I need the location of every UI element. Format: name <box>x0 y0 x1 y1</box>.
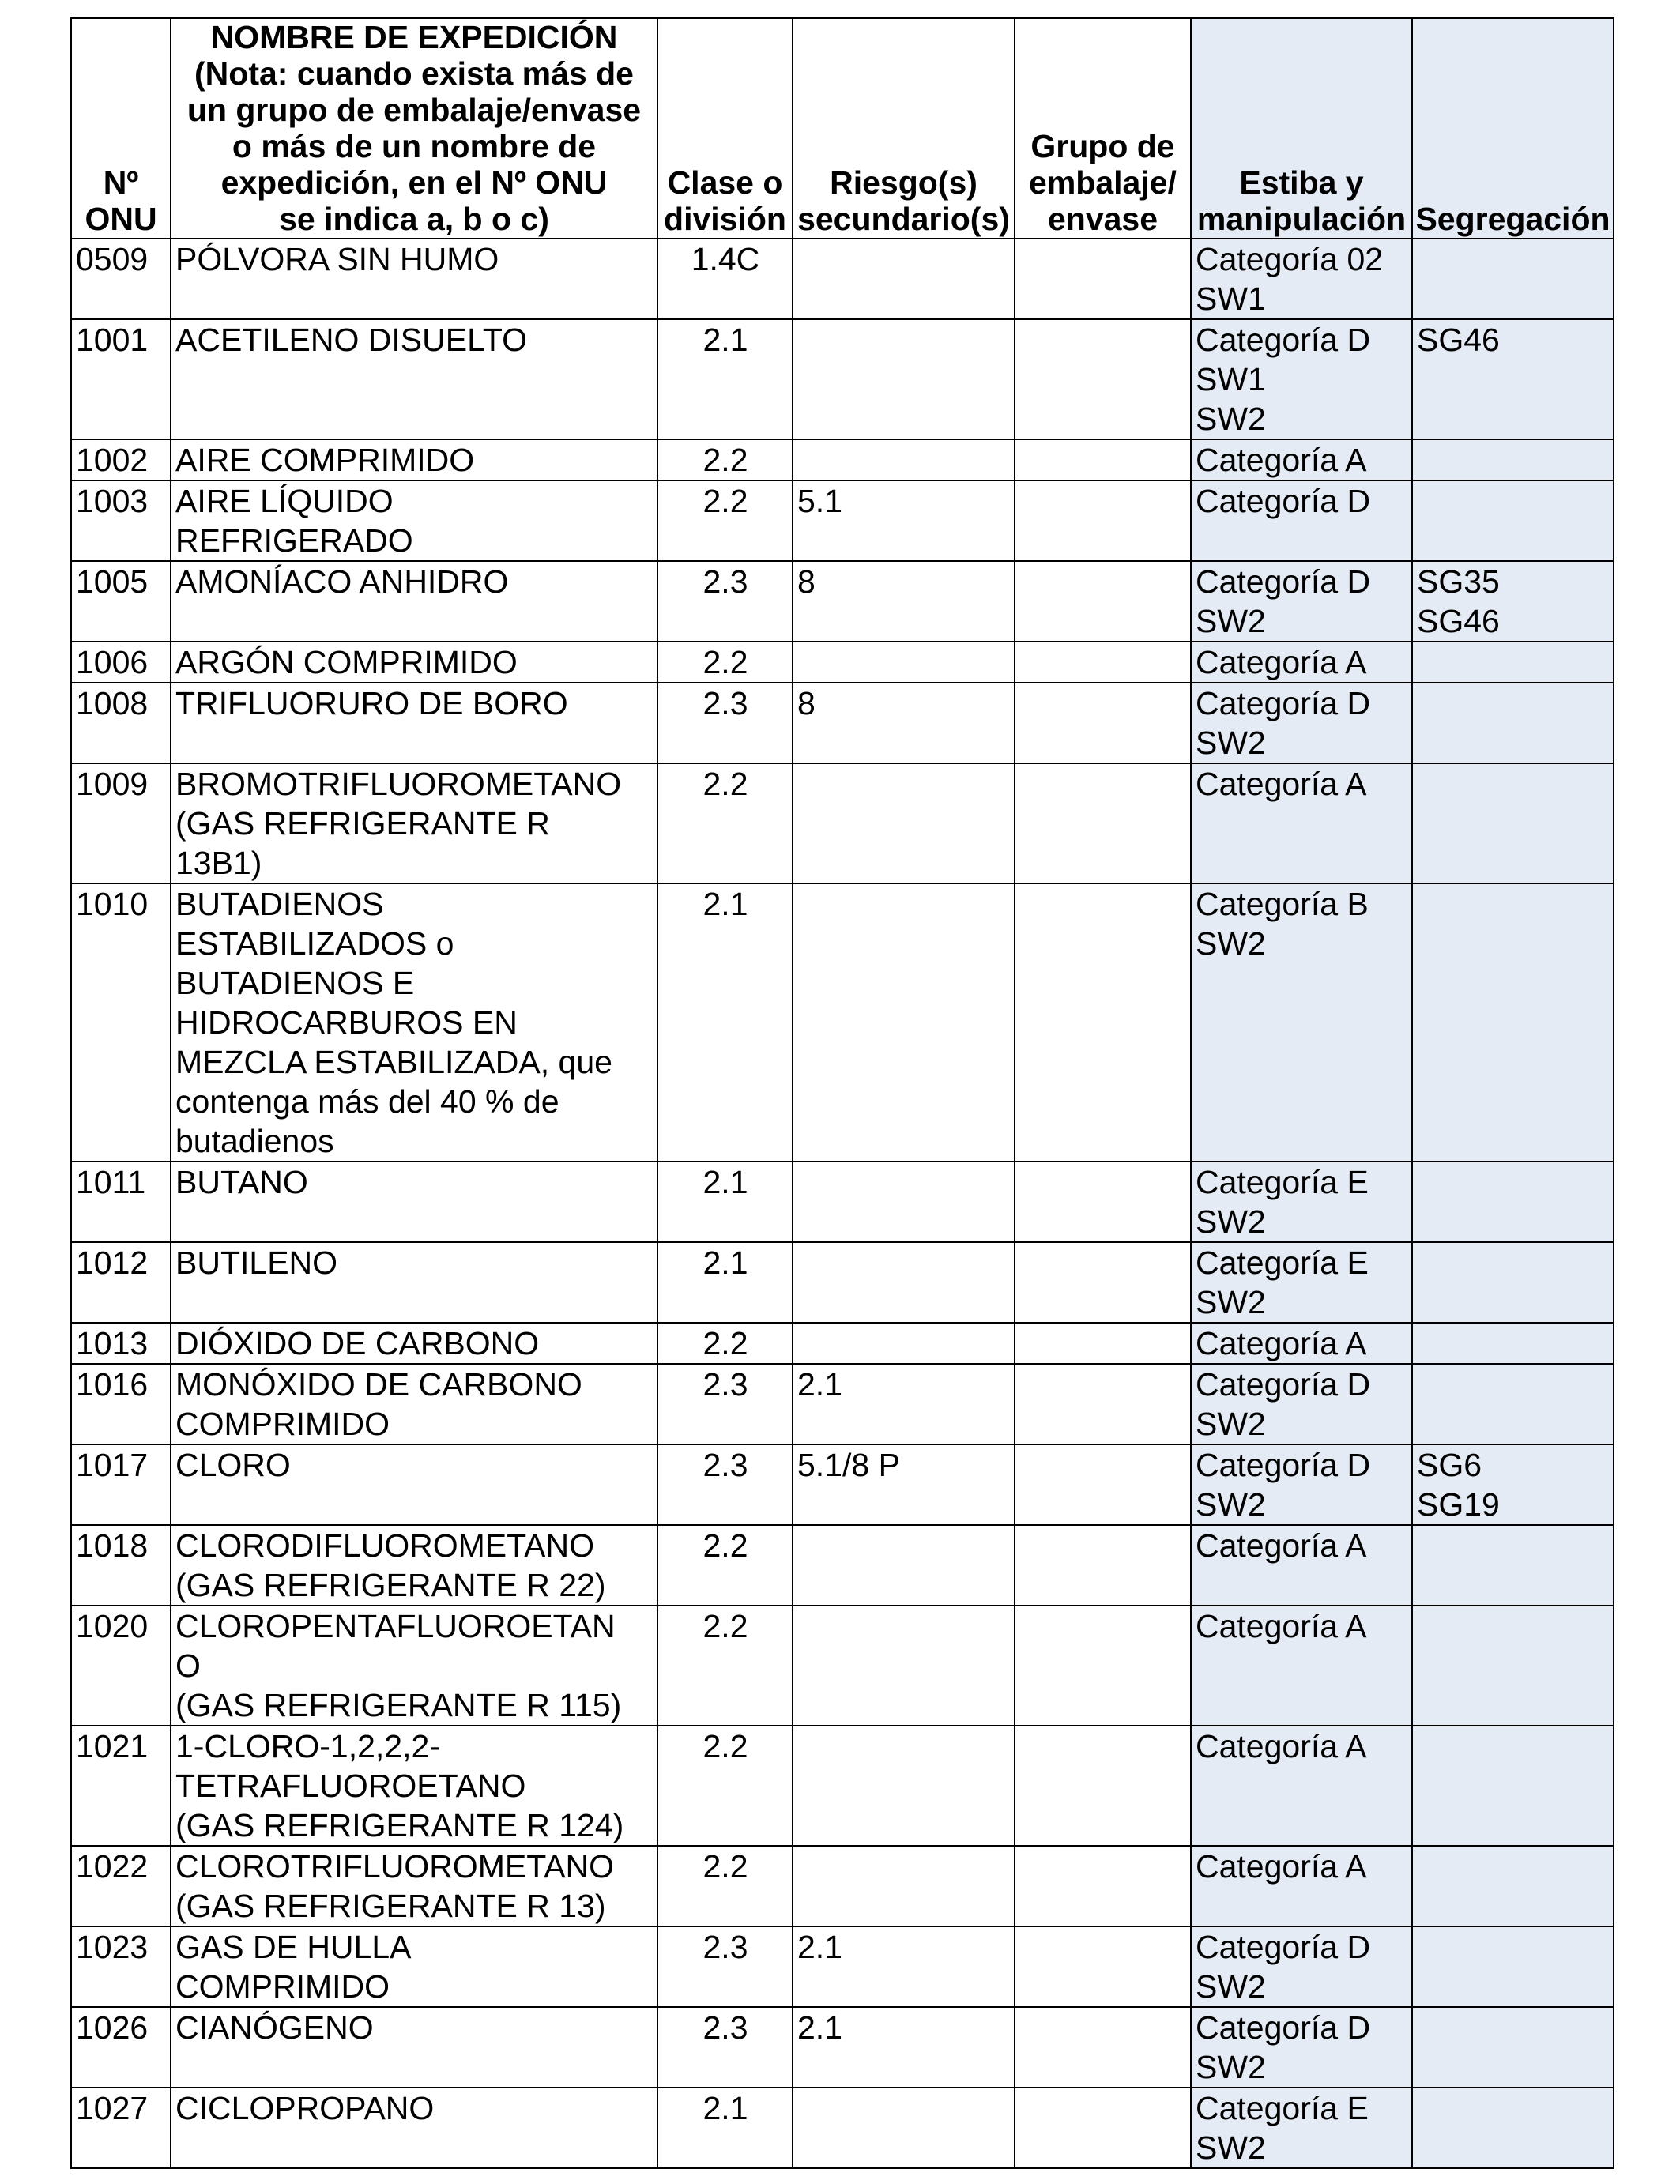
cell-shipping-name <box>171 1525 657 1606</box>
cell-class: 1.4C <box>657 239 793 319</box>
cell-secondary-risk-line: 2.1 <box>797 1929 842 1965</box>
header-packing-group <box>1015 18 1191 239</box>
cell-packing-group <box>1015 480 1191 561</box>
table-header <box>71 18 1614 239</box>
cell-packing-group <box>1015 1242 1191 1323</box>
cell-segregation <box>1412 439 1614 480</box>
cell-shipping-name-line: contenga más del 40 % de <box>175 1083 559 1120</box>
cell-shipping-name-line: CICLOPROPANO <box>175 2090 435 2126</box>
cell-secondary-risk-line: 2.1 <box>797 2009 842 2046</box>
cell-shipping-name-line: CLORODIFLUOROMETANO <box>175 1527 594 1564</box>
cell-shipping-name <box>171 683 657 763</box>
cell-class: 2.3 <box>657 1926 793 2007</box>
cell-shipping-name-line: CLORO <box>175 1447 291 1483</box>
cell-stowage <box>1191 1162 1412 1242</box>
cell-packing-group <box>1015 1162 1191 1242</box>
cell-shipping-name <box>171 1926 657 2007</box>
cell-shipping-name-line: TETRAFLUOROETANO <box>175 1768 526 1804</box>
cell-stowage-line: Categoría D <box>1196 322 1371 358</box>
cell-packing-group <box>1015 319 1191 439</box>
cell-class: 2.2 <box>657 1846 793 1926</box>
cell-shipping-name-line: BUTADIENOS E <box>175 965 415 1001</box>
cell-secondary-risk <box>793 642 1015 683</box>
cell-stowage-line: SW2 <box>1196 603 1266 639</box>
cell-shipping-name-line: (GAS REFRIGERANTE R <box>175 805 550 842</box>
header-line: se indica a, b o c) <box>279 201 549 237</box>
header-class <box>657 18 793 239</box>
cell-onu: 1026 <box>71 2007 171 2088</box>
cell-segregation <box>1412 1162 1614 1242</box>
cell-stowage-line: Categoría D <box>1196 1366 1371 1403</box>
cell-segregation <box>1412 763 1614 883</box>
cell-onu: 1002 <box>71 439 171 480</box>
cell-onu: 1012 <box>71 1242 171 1323</box>
cell-stowage-line: Categoría A <box>1196 1848 1367 1885</box>
cell-shipping-name <box>171 1242 657 1323</box>
header-line: secundario(s) <box>797 201 1010 237</box>
cell-packing-group <box>1015 642 1191 683</box>
header-shipping-name <box>171 18 657 239</box>
header-onu <box>71 18 171 239</box>
header-segregation <box>1412 18 1614 239</box>
cell-shipping-name-line: PÓLVORA SIN HUMO <box>175 241 499 277</box>
cell-class: 2.2 <box>657 1726 793 1846</box>
table-row <box>71 1162 1614 1242</box>
cell-stowage-line: Categoría A <box>1196 1325 1367 1361</box>
cell-packing-group <box>1015 439 1191 480</box>
table-row <box>71 561 1614 642</box>
cell-class: 2.2 <box>657 1606 793 1726</box>
cell-shipping-name-line: AIRE LÍQUIDO <box>175 483 394 519</box>
header-stowage <box>1191 18 1412 239</box>
cell-shipping-name <box>171 480 657 561</box>
cell-onu: 1013 <box>71 1323 171 1364</box>
cell-secondary-risk <box>793 2007 1015 2088</box>
header-line: división <box>664 201 786 237</box>
cell-packing-group <box>1015 1606 1191 1726</box>
cell-shipping-name <box>171 2088 657 2168</box>
header-line: Segregación <box>1415 201 1610 237</box>
cell-stowage-line: Categoría D <box>1196 1447 1371 1483</box>
cell-secondary-risk <box>793 319 1015 439</box>
table-row <box>71 2088 1614 2168</box>
header-line: ONU <box>85 201 157 237</box>
cell-stowage-line: Categoría E <box>1196 1164 1369 1200</box>
cell-packing-group <box>1015 1525 1191 1606</box>
cell-shipping-name <box>171 763 657 883</box>
cell-stowage-line: Categoría B <box>1196 886 1369 922</box>
cell-shipping-name <box>171 1364 657 1444</box>
cell-segregation-line: SG6 <box>1417 1447 1482 1483</box>
cell-stowage <box>1191 439 1412 480</box>
cell-segregation-line: SG19 <box>1417 1486 1500 1523</box>
cell-class: 2.2 <box>657 1525 793 1606</box>
cell-class: 2.3 <box>657 561 793 642</box>
cell-onu: 1016 <box>71 1364 171 1444</box>
header-line: expedición, en el Nº ONU <box>220 164 608 201</box>
cell-stowage-line: SW2 <box>1196 1406 1266 1442</box>
table-row <box>71 1726 1614 1846</box>
cell-stowage <box>1191 683 1412 763</box>
table-row <box>71 2007 1614 2088</box>
cell-packing-group <box>1015 763 1191 883</box>
cell-secondary-risk <box>793 439 1015 480</box>
cell-packing-group <box>1015 1364 1191 1444</box>
cell-stowage <box>1191 2007 1412 2088</box>
cell-segregation-line: SG35 <box>1417 563 1500 600</box>
cell-shipping-name <box>171 561 657 642</box>
cell-shipping-name <box>171 642 657 683</box>
header-line: embalaje/ <box>1029 164 1177 201</box>
cell-shipping-name <box>171 1162 657 1242</box>
cell-secondary-risk <box>793 2088 1015 2168</box>
cell-stowage-line: Categoría A <box>1196 442 1367 478</box>
cell-shipping-name <box>171 883 657 1162</box>
table-row <box>71 319 1614 439</box>
cell-segregation <box>1412 642 1614 683</box>
cell-shipping-name-line: CLOROTRIFLUOROMETANO <box>175 1848 615 1885</box>
cell-shipping-name-line: ACETILENO DISUELTO <box>175 322 528 358</box>
cell-segregation <box>1412 1606 1614 1726</box>
cell-secondary-risk <box>793 1444 1015 1525</box>
cell-stowage <box>1191 763 1412 883</box>
cell-segregation <box>1412 1846 1614 1926</box>
table-row <box>71 1444 1614 1525</box>
cell-stowage <box>1191 642 1412 683</box>
dangerous-goods-table <box>70 17 1614 2169</box>
cell-stowage-line: SW2 <box>1196 401 1266 437</box>
cell-packing-group <box>1015 2088 1191 2168</box>
cell-onu: 1027 <box>71 2088 171 2168</box>
table-row <box>71 1606 1614 1726</box>
cell-shipping-name-line: 13B1) <box>175 845 262 881</box>
cell-class: 2.1 <box>657 319 793 439</box>
cell-shipping-name <box>171 1606 657 1726</box>
cell-onu: 1008 <box>71 683 171 763</box>
cell-shipping-name <box>171 1846 657 1926</box>
cell-shipping-name-line: CLOROPENTAFLUOROETAN <box>175 1608 616 1644</box>
cell-class: 2.3 <box>657 683 793 763</box>
cell-stowage-line: Categoría A <box>1196 644 1367 680</box>
cell-packing-group <box>1015 883 1191 1162</box>
cell-secondary-risk <box>793 1846 1015 1926</box>
cell-stowage-line: SW2 <box>1196 1284 1266 1320</box>
cell-onu: 1022 <box>71 1846 171 1926</box>
cell-segregation-line: SG46 <box>1417 603 1500 639</box>
table-row <box>71 1323 1614 1364</box>
cell-packing-group <box>1015 239 1191 319</box>
cell-class: 2.2 <box>657 439 793 480</box>
cell-secondary-risk <box>793 1926 1015 2007</box>
cell-stowage-line: Categoría E <box>1196 2090 1369 2126</box>
cell-shipping-name <box>171 1323 657 1364</box>
cell-stowage <box>1191 480 1412 561</box>
cell-secondary-risk <box>793 239 1015 319</box>
header-secondary-risk <box>793 18 1015 239</box>
cell-class: 2.2 <box>657 480 793 561</box>
cell-class: 2.2 <box>657 1323 793 1364</box>
cell-packing-group <box>1015 1726 1191 1846</box>
cell-stowage-line: SW2 <box>1196 2049 1266 2085</box>
cell-onu: 1011 <box>71 1162 171 1242</box>
cell-class: 2.2 <box>657 642 793 683</box>
cell-segregation <box>1412 1364 1614 1444</box>
table-row <box>71 763 1614 883</box>
cell-stowage <box>1191 319 1412 439</box>
cell-stowage <box>1191 2088 1412 2168</box>
header-line: o más de un nombre de <box>232 128 597 164</box>
cell-stowage-line: Categoría D <box>1196 685 1371 721</box>
cell-shipping-name-line: O <box>175 1647 201 1684</box>
table-row <box>71 480 1614 561</box>
cell-stowage-line: SW2 <box>1196 1203 1266 1240</box>
cell-class: 2.2 <box>657 763 793 883</box>
cell-segregation <box>1412 561 1614 642</box>
table-row <box>71 1926 1614 2007</box>
header-line: Grupo de <box>1030 128 1175 164</box>
cell-stowage-line: Categoría D <box>1196 483 1371 519</box>
cell-shipping-name-line: BUTADIENOS <box>175 886 384 922</box>
header-line: Clase o <box>667 164 783 201</box>
cell-shipping-name <box>171 319 657 439</box>
cell-stowage <box>1191 1606 1412 1726</box>
cell-shipping-name-line: COMPRIMIDO <box>175 1406 390 1442</box>
cell-shipping-name-line: ARGÓN COMPRIMIDO <box>175 644 518 680</box>
cell-shipping-name-line: (GAS REFRIGERANTE R 115) <box>175 1687 622 1723</box>
cell-onu: 1005 <box>71 561 171 642</box>
cell-segregation <box>1412 2088 1614 2168</box>
cell-secondary-risk <box>793 561 1015 642</box>
table-row <box>71 1364 1614 1444</box>
cell-secondary-risk-line: 8 <box>797 563 816 600</box>
cell-segregation <box>1412 480 1614 561</box>
cell-packing-group <box>1015 1926 1191 2007</box>
table-row <box>71 239 1614 319</box>
header-row <box>71 18 1614 239</box>
cell-shipping-name-line: AIRE COMPRIMIDO <box>175 442 475 478</box>
table-row <box>71 683 1614 763</box>
cell-stowage-line: Categoría A <box>1196 1728 1367 1764</box>
cell-shipping-name-line: CIANÓGENO <box>175 2009 374 2046</box>
cell-secondary-risk <box>793 1726 1015 1846</box>
cell-stowage-line: SW2 <box>1196 2129 1266 2166</box>
header-line: envase <box>1047 201 1158 237</box>
cell-secondary-risk-line: 5.1/8 P <box>797 1447 900 1483</box>
cell-stowage <box>1191 1444 1412 1525</box>
cell-segregation <box>1412 1525 1614 1606</box>
cell-shipping-name-line: (GAS REFRIGERANTE R 22) <box>175 1567 606 1603</box>
cell-stowage-line: SW2 <box>1196 725 1266 761</box>
cell-stowage-line: SW2 <box>1196 1968 1266 2005</box>
header-line: Riesgo(s) <box>830 164 977 201</box>
cell-segregation <box>1412 1242 1614 1323</box>
cell-stowage <box>1191 1242 1412 1323</box>
cell-secondary-risk-line: 2.1 <box>797 1366 842 1403</box>
cell-stowage-line: Categoría A <box>1196 766 1367 802</box>
cell-stowage-line: Categoría E <box>1196 1245 1369 1281</box>
table-row <box>71 883 1614 1162</box>
cell-secondary-risk <box>793 1606 1015 1726</box>
cell-shipping-name-line: ESTABILIZADOS o <box>175 925 454 962</box>
cell-shipping-name-line: TRIFLUORURO DE BORO <box>175 685 568 721</box>
cell-class: 2.1 <box>657 883 793 1162</box>
cell-shipping-name-line: GAS DE HULLA <box>175 1929 412 1965</box>
cell-stowage <box>1191 1926 1412 2007</box>
cell-stowage-line: Categoría D <box>1196 2009 1371 2046</box>
cell-onu: 1009 <box>71 763 171 883</box>
cell-shipping-name-line: MEZCLA ESTABILIZADA, que <box>175 1044 612 1080</box>
cell-packing-group <box>1015 561 1191 642</box>
cell-shipping-name-line: DIÓXIDO DE CARBONO <box>175 1325 540 1361</box>
cell-stowage <box>1191 1726 1412 1846</box>
cell-stowage <box>1191 561 1412 642</box>
cell-segregation <box>1412 2007 1614 2088</box>
cell-shipping-name-line: butadienos <box>175 1123 334 1159</box>
cell-secondary-risk <box>793 480 1015 561</box>
cell-stowage-line: SW2 <box>1196 1486 1266 1523</box>
cell-shipping-name-line: HIDROCARBUROS EN <box>175 1004 518 1041</box>
cell-stowage <box>1191 1846 1412 1926</box>
header-line: manipulación <box>1196 201 1407 237</box>
cell-secondary-risk <box>793 1323 1015 1364</box>
cell-segregation <box>1412 1926 1614 2007</box>
cell-onu: 1017 <box>71 1444 171 1525</box>
cell-packing-group <box>1015 1323 1191 1364</box>
cell-packing-group <box>1015 683 1191 763</box>
cell-shipping-name-line: 1-CLORO-1,2,2,2- <box>175 1728 440 1764</box>
cell-shipping-name-line: AMONÍACO ANHIDRO <box>175 563 509 600</box>
cell-stowage-line: SW1 <box>1196 361 1266 397</box>
cell-segregation <box>1412 883 1614 1162</box>
cell-onu: 1003 <box>71 480 171 561</box>
cell-class: 2.1 <box>657 2088 793 2168</box>
cell-shipping-name <box>171 1726 657 1846</box>
cell-secondary-risk <box>793 1162 1015 1242</box>
cell-shipping-name-line: BROMOTRIFLUOROMETANO <box>175 766 622 802</box>
cell-class: 2.3 <box>657 2007 793 2088</box>
cell-onu: 0509 <box>71 239 171 319</box>
cell-secondary-risk-line: 5.1 <box>797 483 842 519</box>
cell-secondary-risk <box>793 683 1015 763</box>
cell-stowage <box>1191 1525 1412 1606</box>
cell-shipping-name-line: BUTILENO <box>175 1245 338 1281</box>
table-row <box>71 1525 1614 1606</box>
table-row <box>71 1242 1614 1323</box>
cell-shipping-name <box>171 1444 657 1525</box>
table-row <box>71 439 1614 480</box>
cell-segregation <box>1412 1726 1614 1846</box>
cell-secondary-risk <box>793 883 1015 1162</box>
cell-onu: 1018 <box>71 1525 171 1606</box>
cell-segregation <box>1412 683 1614 763</box>
header-line: Nº <box>103 164 139 201</box>
cell-onu: 1021 <box>71 1726 171 1846</box>
cell-class: 2.1 <box>657 1162 793 1242</box>
cell-shipping-name <box>171 439 657 480</box>
cell-class: 2.3 <box>657 1364 793 1444</box>
cell-stowage <box>1191 1323 1412 1364</box>
cell-stowage <box>1191 239 1412 319</box>
cell-segregation-line: SG46 <box>1417 322 1500 358</box>
cell-class: 2.1 <box>657 1242 793 1323</box>
cell-shipping-name-line: BUTANO <box>175 1164 308 1200</box>
header-line: NOMBRE DE EXPEDICIÓN <box>210 19 618 55</box>
header-line: un grupo de embalaje/envase <box>186 92 642 128</box>
cell-stowage-line: Categoría 02 <box>1196 241 1384 277</box>
cell-shipping-name-line: (GAS REFRIGERANTE R 124) <box>175 1807 624 1843</box>
cell-secondary-risk <box>793 1242 1015 1323</box>
cell-onu: 1001 <box>71 319 171 439</box>
cell-stowage-line: SW1 <box>1196 281 1266 317</box>
cell-class: 2.3 <box>657 1444 793 1525</box>
cell-segregation <box>1412 1444 1614 1525</box>
cell-stowage-line: Categoría D <box>1196 1929 1371 1965</box>
cell-shipping-name-line: REFRIGERADO <box>175 522 413 559</box>
cell-shipping-name <box>171 2007 657 2088</box>
cell-secondary-risk <box>793 1525 1015 1606</box>
cell-onu: 1020 <box>71 1606 171 1726</box>
table-row <box>71 1846 1614 1926</box>
cell-stowage-line: Categoría A <box>1196 1608 1367 1644</box>
cell-segregation <box>1412 319 1614 439</box>
cell-onu: 1006 <box>71 642 171 683</box>
cell-stowage-line: Categoría A <box>1196 1527 1367 1564</box>
cell-shipping-name-line: (GAS REFRIGERANTE R 13) <box>175 1888 606 1924</box>
table-row <box>71 642 1614 683</box>
cell-packing-group <box>1015 1444 1191 1525</box>
cell-shipping-name-line: COMPRIMIDO <box>175 1968 390 2005</box>
cell-stowage <box>1191 1364 1412 1444</box>
cell-segregation <box>1412 1323 1614 1364</box>
cell-onu: 1023 <box>71 1926 171 2007</box>
cell-shipping-name <box>171 239 657 319</box>
header-line: Estiba y <box>1239 164 1364 201</box>
cell-secondary-risk-line: 8 <box>797 685 816 721</box>
cell-shipping-name-line: MONÓXIDO DE CARBONO <box>175 1366 582 1403</box>
cell-onu: 1010 <box>71 883 171 1162</box>
cell-secondary-risk <box>793 1364 1015 1444</box>
cell-stowage-line: SW2 <box>1196 925 1266 962</box>
cell-packing-group <box>1015 1846 1191 1926</box>
cell-stowage <box>1191 883 1412 1162</box>
cell-packing-group <box>1015 2007 1191 2088</box>
cell-stowage-line: Categoría D <box>1196 563 1371 600</box>
header-line: (Nota: cuando exista más de <box>194 55 634 92</box>
cell-secondary-risk <box>793 763 1015 883</box>
table-body <box>71 239 1614 2168</box>
cell-segregation <box>1412 239 1614 319</box>
